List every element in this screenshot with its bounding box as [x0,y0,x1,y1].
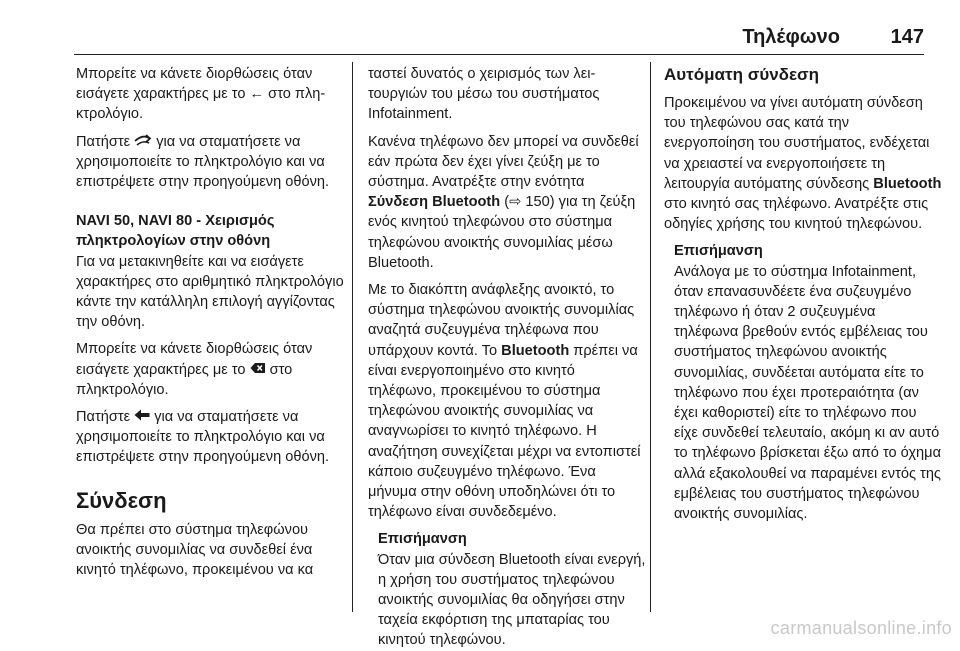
paragraph-ignition-search: Με το διακόπτη ανάφλεξης ανοικτό, το σύστημα τηλεφώνου ανοικτής συνομιλίας αναζητά συζευγμένα τηλέφωνα που υπάρχουν κοντά. Το Bluetooth πρέπει να είναι ενεργοποιημένο στο κινητό τηλέφωνο, προκειμένου το σύστημα τηλεφώνου ανοικτής συνομιλίας να αναγνωρίσει το κινητό τηλέφωνο. Η αναζήτηση συνεχίζεται μέχρι να εντοπιστεί κάποιο συζευγμένο τηλέφωνο. Ένα μήνυμα στην οθόνη υποδηλώνει ότι το τηλέφωνο είναι συνδεδεμένο. [368,282,641,521]
paragraph-numeric-keypad: Για να μετακινηθείτε και να εισάγετε χαρακτήρες στο αριθμητικό πληκτρολόγιο κάντε την κατάλληλη επιλογή αγγίζοντας την οθόνη. [76,253,344,331]
page-header [0,0,960,55]
section-heading-auto-connect: Αυτόματη σύνδεση [664,65,820,84]
note-heading: Επισήμανση [378,531,467,548]
note-auto-connect [674,241,942,524]
paragraph-corrections-2: Μπορείτε να κάνετε διορθώσεις όταν εισάγετε χαρακτήρες με το στο πληκτρολόγιο. [76,341,313,398]
page-reference[interactable]: (⇨ 150) [500,194,555,211]
column-1 [76,64,354,587]
page-number: 147 [890,26,924,48]
column-3 [664,64,942,524]
note-heading: Επισήμανση [674,243,763,260]
paragraph-connection-intro: Θα πρέπει στο σύστημα τηλεφώνου ανοικτής συνομιλίας να συνδεθεί ένα κινητό τηλέφωνο, προκειμένου να κα [76,521,314,579]
section-heading-connection: Σύνδεση [76,487,167,513]
watermark: carmanualsonline.info [770,618,952,638]
paragraph-corrections-1: Μπορείτε να κάνετε διορθώσεις όταν εισάγετε χαρακτήρες με το ← στο πληκτρολόγιο. [76,66,326,123]
column-divider-2 [650,62,651,612]
page-title: Τηλέφωνο [742,26,840,48]
paragraph-auto-connect: Προκειμένου να γίνει αυτόματη σύνδεση του τηλεφώνου σας κατά την ενεργοποίηση του συστήματος, ενδέχεται να χρειαστεί να ενεργοποιήσετε τη λειτουργία αυτόματης σύνδεσης Bluetooth στο κινητό σας τηλέφωνο. Ανατρέξτε στις οδηγίες χρήσης του κινητού τηλεφώνου. [664,95,942,233]
note-text: Ανάλογα με το σύστημα Infotainment, όταν επανασυνδέετε ένα συζευγμένο τηλέφωνο ή όταν 2 συζευγμένα τηλέφωνα βρεθούν εντός εμβέλειας του συστήματος τηλεφώνου ανοικτής συνομιλίας, συνδέεται αυτόματα είτε το τηλέφωνο που έχει προτεραιότητα (αν έχει καθοριστεί) είτε το τηλέφωνο που είχε συνδεθεί τελευταίο, ακόμη κι αν αυτό το τηλέφωνο βρίσκεται έξω από το όχημα αλλά εξακολουθεί να παραμένει εντός της εμβέλειας του συστήματος τηλεφώνου ανοικτής συνομιλίας. [674,263,942,523]
subheading-navi-line2: πληκτρολογίων στην οθόνη [76,233,271,250]
paragraph-pairing: Κανένα τηλέφωνο δεν μπορεί να συνδεθεί εάν πρώτα δεν έχει γίνει ζεύξη με το σύστημα. Ανατρέξτε στην ενότητα Σύνδεση Bluetooth (⇨ 150) για τη ζεύξη ενός κινητού τηλεφώνου στο σύστημα τηλεφώνου ανοικτής συνομιλίας μέσω Bluetooth. [368,133,639,271]
column-2 [368,64,646,651]
paragraph-stop-keyboard-2: Πατήστε για να σταματήσετε να χρησιμοποιείτε το πληκτρολόγιο και να επιστρέψετε στην προηγούμενη οθόνη. [76,409,330,466]
subheading-navi-line1: NAVI 50, NAVI 80 - Χειρισμός [76,213,275,230]
backspace-icon [250,360,266,380]
link-bluetooth-connection[interactable]: Σύνδεση Bluetooth [368,194,501,211]
header-rule [74,54,924,55]
page-footer [0,614,960,642]
paragraph-infotainment: ταστεί δυνατός ο χειρισμός των λειτουργιών του μέσω του συστήματος Infotainment. [368,66,600,123]
paragraph-stop-keyboard-1: Πατήστε για να σταματήσετε να χρησιμοποιείτε το πληκτρολόγιο και να επιστρέψετε στην προηγούμενη οθόνη. [76,133,330,191]
note-text: Όταν μια σύνδεση Bluetooth είναι ενεργή, η χρήση του συστήματος τηλεφώνου ανοικτής συνομιλίας θα οδηγήσει στην ταχεία εκφόρτιση της μπαταρίας του κινητού τηλεφώνου. [378,551,646,649]
curved-return-arrow-icon [134,132,152,152]
back-arrow-icon [134,407,150,427]
